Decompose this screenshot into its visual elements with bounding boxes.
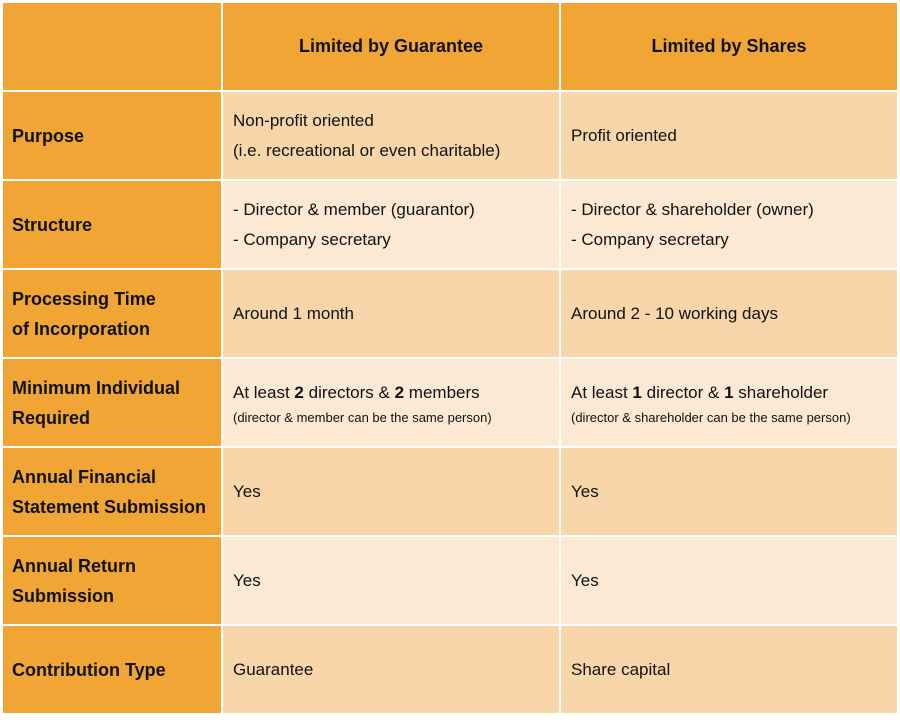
purpose-guarantee-cell	[223, 92, 559, 179]
minimum-guarantee-text	[233, 378, 559, 408]
director-count: 1	[632, 382, 642, 402]
return-shares-cell	[561, 537, 897, 624]
minimum-shares-text	[571, 378, 897, 408]
cell-text-line: Yes	[571, 481, 599, 501]
structure-guarantee-cell	[223, 181, 559, 268]
row-label-line: Submission	[12, 585, 115, 606]
header-corner-cell	[3, 3, 221, 90]
contribution-guarantee-cell	[223, 626, 559, 713]
minimum-shares-cell	[561, 359, 897, 446]
cell-text-line: - Company secretary	[233, 229, 391, 249]
cell-text-line: (i.e. recreational or even charitable)	[233, 140, 501, 160]
directors-count: 2	[294, 382, 304, 402]
header-limited-by-guarantee	[223, 3, 559, 90]
row-label-structure	[3, 181, 221, 268]
text-fragment: At least	[233, 382, 295, 402]
text-fragment: directors &	[303, 382, 395, 402]
row-label-line: Contribution Type	[12, 659, 166, 680]
purpose-shares-cell	[561, 92, 897, 179]
contribution-shares-cell	[561, 626, 897, 713]
row-label-purpose	[3, 92, 221, 179]
cell-text-line: Share capital	[571, 659, 671, 679]
processing-shares-cell	[561, 270, 897, 357]
minimum-guarantee-note: (director & member can be the same person)	[233, 409, 492, 425]
header-col1-label: Limited by Guarantee	[298, 36, 484, 56]
return-guarantee-cell	[223, 537, 559, 624]
members-count: 2	[394, 382, 405, 402]
row-label-line: Structure	[12, 214, 93, 235]
row-label-line: Annual Return	[12, 555, 136, 576]
row-label-processing-time	[3, 270, 221, 357]
comparison-table	[3, 3, 897, 717]
header-col2-label: Limited by Shares	[651, 36, 807, 56]
cell-text-line: Profit oriented	[571, 125, 677, 145]
cell-text-line: - Director & member (guarantor)	[233, 199, 475, 219]
financial-guarantee-cell	[223, 448, 559, 535]
row-label-annual-financial-statement	[3, 448, 221, 535]
row-label-minimum-individual	[3, 359, 221, 446]
minimum-guarantee-cell	[223, 359, 559, 446]
cell-text-line: - Director & shareholder (owner)	[571, 199, 814, 219]
row-label-line: Minimum Individual	[12, 377, 181, 398]
row-label-line: Required	[12, 407, 91, 428]
cell-text-line: Yes	[233, 481, 261, 501]
row-label-line: Processing Time	[12, 288, 156, 309]
cell-text-line: - Company secretary	[571, 229, 729, 249]
cell-text-line: Guarantee	[233, 659, 314, 679]
minimum-shares-note: (director & shareholder can be the same person)	[571, 409, 851, 425]
structure-shares-cell	[561, 181, 897, 268]
row-label-line: Annual Financial	[12, 466, 157, 487]
text-fragment: director &	[641, 382, 725, 402]
cell-text-line: Around 1 month	[233, 303, 354, 323]
row-label-line: Statement Submission	[12, 496, 207, 517]
cell-text-line: Yes	[571, 570, 599, 590]
row-label-annual-return	[3, 537, 221, 624]
text-fragment: shareholder	[733, 382, 829, 402]
processing-guarantee-cell	[223, 270, 559, 357]
cell-text-line: Non-profit oriented	[233, 110, 374, 130]
text-fragment: At least	[571, 382, 633, 402]
cell-text-line: Yes	[233, 570, 261, 590]
row-label-line: of Incorporation	[12, 318, 150, 339]
cell-text-line: Around 2 - 10 working days	[571, 303, 778, 323]
row-label-contribution-type	[3, 626, 221, 713]
text-fragment: members	[404, 382, 480, 402]
row-label-line: Purpose	[12, 125, 85, 146]
shareholder-count: 1	[724, 382, 734, 402]
header-limited-by-shares	[561, 3, 897, 90]
financial-shares-cell	[561, 448, 897, 535]
